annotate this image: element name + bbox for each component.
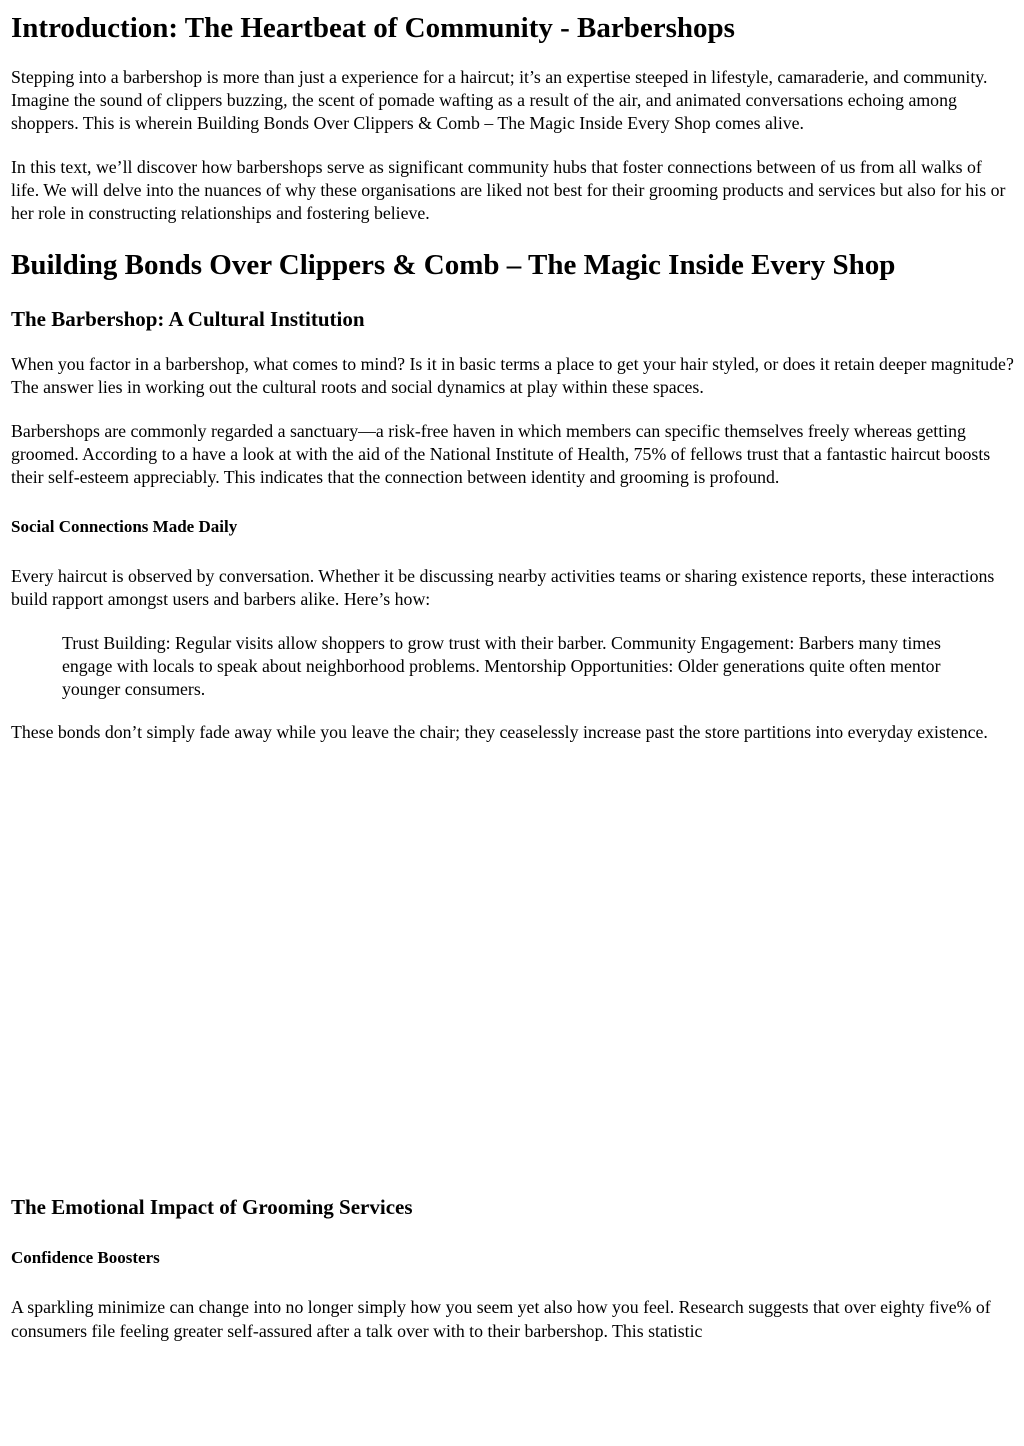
- cultural-heading: The Barbershop: A Cultural Institution: [11, 307, 365, 332]
- article: [11, 0, 1014, 1343]
- social-paragraph-1: Every haircut is observed by conversation. Whether it be discussing nearby activities teams or sharing existence reports, these interactions build rapport amongst users and barbers alike. Here’s how:: [11, 566, 995, 610]
- intro-paragraph-1: Stepping into a barbershop is more than just a experience for a haircut; it’s an expertise steeped in lifestyle, camaraderie, and community. Imagine the sound of clippers buzzing, the scent of pomade wafting as a result of the air, and animated conversations echoing among shoppers. This is wherein Building Bonds Over Clippers & Comb – The Magic Inside Every Shop comes alive.: [11, 67, 988, 134]
- social-quote: Trust Building: Regular visits allow shoppers to grow trust with their barber. Community Engagement: Barbers many times engage with locals to speak about neighborhood problems. Mentorship Opportunities: Older generations quite often mentor younger consumers.: [62, 632, 941, 700]
- social-paragraph-2: These bonds don’t simply fade away while you leave the chair; they ceaselessly increase past the store partitions into everyday existence.: [11, 722, 988, 743]
- confidence-paragraph-1: A sparkling minimize can change into no longer simply how you seem yet also how you feel. Research suggests that over eighty five% of consumers file feeling greater self-assured after a talk over with to their barbershop. This statistic: [11, 1297, 991, 1341]
- blank-gap: [11, 744, 1014, 1194]
- main-heading: Building Bonds Over Clippers & Comb – The Magic Inside Every Shop: [11, 249, 896, 282]
- confidence-heading: Confidence Boosters: [11, 1248, 160, 1268]
- cultural-paragraph-1: When you factor in a barbershop, what comes to mind? Is it in basic terms a place to get your hair styled, or does it retain deeper magnitude? The answer lies in working out the cultural roots and social dynamics at play within these spaces.: [11, 354, 1014, 398]
- intro-paragraph-2: In this text, we’ll discover how barbershops serve as significant community hubs that foster connections between of us from all walks of life. We will delve into the nuances of why these organisations are liked not best for their grooming products and services but also for his or her role in constructing relationships and fostering believe.: [11, 156, 1006, 224]
- cultural-paragraph-2: Barbershops are commonly regarded a sanctuary—a risk-free haven in which members can specific themselves freely whereas getting groomed. According to a have a look at with the aid of the National Institute of Health, 75% of fellows trust that a fantastic haircut boosts their self-esteem appreciably. This indicates that the connection between identity and grooming is profound.: [11, 420, 991, 488]
- social-heading: Social Connections Made Daily: [11, 517, 238, 537]
- emotional-heading: The Emotional Impact of Grooming Services: [11, 1195, 413, 1220]
- intro-heading: Introduction: The Heartbeat of Community - Barbershops: [11, 12, 735, 44]
